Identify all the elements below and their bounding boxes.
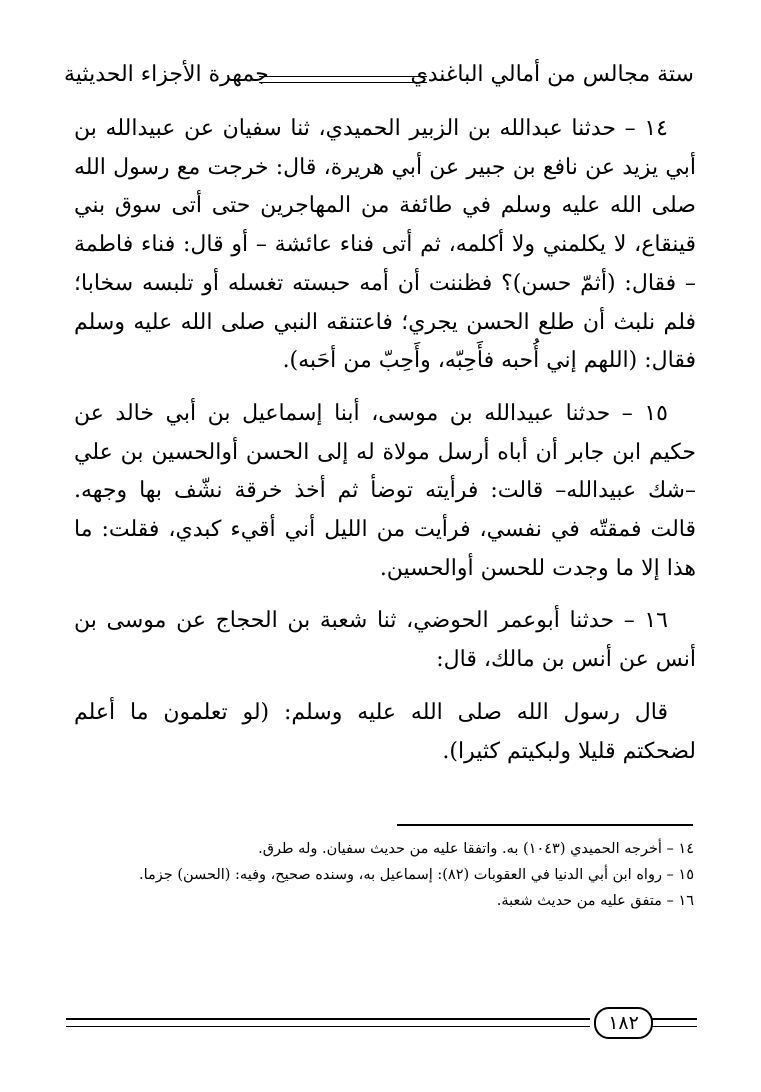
footnote-14: ١٤ – أخرجه الحميدي (١٠٤٣) به. واتفقا عليه من حديث سفيان. وله طرق. xyxy=(258,841,694,857)
footnote-16: ١٦ – متفق عليه من حديث شعبة. xyxy=(496,893,694,909)
footnote-separator xyxy=(397,824,693,826)
hadith-16: ١٦ – حدثنا أبوعمر الحوضي، ثنا شعبة بن الحجاج عن موسى بن أنس عن أنس بن مالك، قال: xyxy=(74,608,696,673)
main-text xyxy=(74,110,696,771)
series-title: جمهرة الأجزاء الحديثية xyxy=(64,62,269,87)
hadith-14: ١٤ – حدثنا عبدالله بن الزبير الحميدي، ثنا سفيان عن عبيدالله بن أبي يزيد عن نافع بن جبير عن أبي هريرة، قال: خرجت مع رسول الله صلى الله عليه وسلم في طائفة من المهاجرين حتى أتى سوق بني قينقاع، لا يكلمني ولا أكلمه، ثم أتى فناء عائشة – أو قال: فناء فاطمة – فقال: (أثمّ حسن)؟ فظننت أن أمه حبسته تغسله أو تلبسه سخابا؛ فلم نلبث أن طلع الحسن يجري؛ فاعتنقه النبي صلى الله عليه وسلم فقال: (اللهم إني أُحبه فأَحِبّه، وأَحِبّ من أحَبه). xyxy=(74,116,696,374)
footnote-15: ١٥ – رواه ابن أبي الدنيا في العقوبات (٨٢): إسماعيل به، وسنده صحيح، وفيه: (الحسن) جزما. xyxy=(138,867,694,883)
hadith-16-text: قال رسول الله صلى الله عليه وسلم: (لو تعلمون ما أعلم لضحكتم قليلا ولبكيتم كثيرا). xyxy=(74,699,696,764)
page-number: ١٨٢ xyxy=(594,1007,653,1039)
footer-rule-right xyxy=(651,1018,697,1027)
footnotes xyxy=(138,836,694,914)
header-divider xyxy=(259,76,427,83)
footer-rule-left xyxy=(66,1018,590,1027)
hadith-15: ١٥ – حدثنا عبيدالله بن موسى، أبنا إسماعيل بن أبي خالد عن حكيم ابن جابر أن أباه أرسل مولاة له إلى الحسن أوالحسين بن علي –شك عبيدالله– قالت: فرأيته توضأ ثم أخذ خرقة نشّف بها وجهه. قالت فمقتّه في نفسي، فرأيت من الليل أني أقيء كبدي، فقلت: ما هذا إلا ما وجدت للحسن أوالحسين. xyxy=(74,400,696,581)
running-header xyxy=(64,62,694,102)
book-title: ستة مجالس من أمالي الباغندي xyxy=(410,62,694,87)
